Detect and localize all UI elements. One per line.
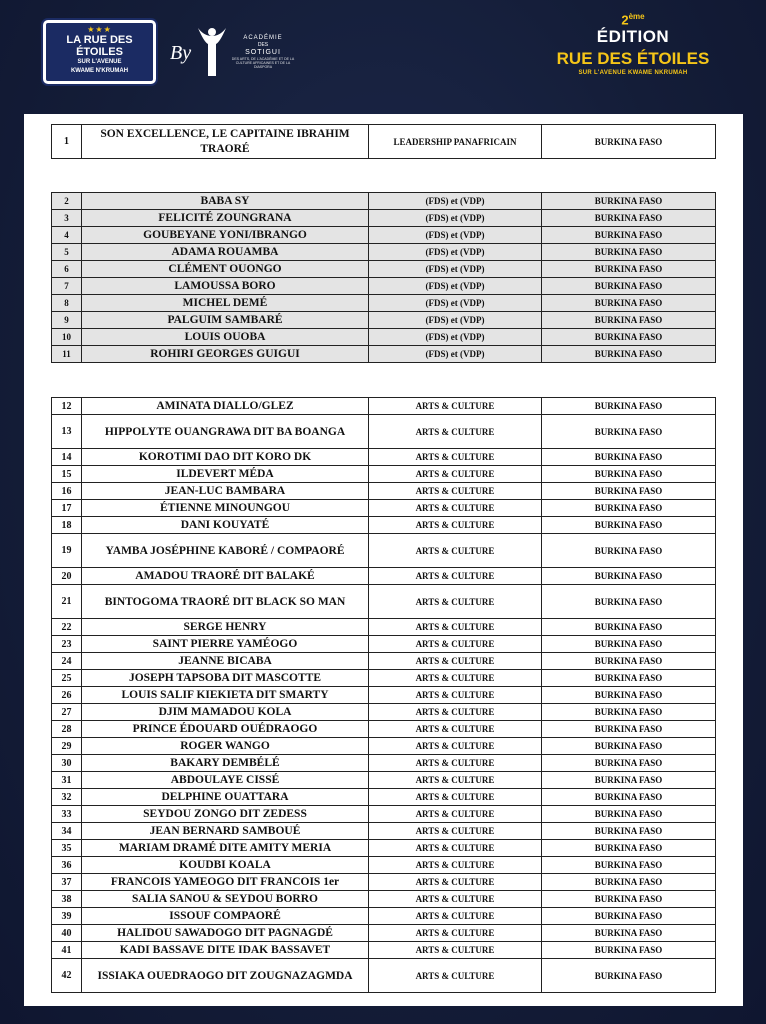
country: BURKINA FASO bbox=[542, 449, 716, 466]
table-row bbox=[52, 789, 716, 806]
country: BURKINA FASO bbox=[542, 891, 716, 908]
category: ARTS & CULTURE bbox=[369, 840, 542, 857]
table-row bbox=[52, 823, 716, 840]
laureate-name: PALGUIM SAMBARÉ bbox=[82, 312, 369, 329]
row-number: 1 bbox=[52, 125, 82, 159]
country: BURKINA FASO bbox=[542, 568, 716, 585]
table-row bbox=[52, 449, 716, 466]
table-row bbox=[52, 653, 716, 670]
sign-line-1: LA RUE DES ÉTOILES bbox=[66, 34, 133, 58]
category: ARTS & CULTURE bbox=[369, 670, 542, 687]
country: BURKINA FASO bbox=[542, 517, 716, 534]
laureate-name: HIPPOLYTE OUANGRAWA DIT BA BOANGA bbox=[82, 415, 369, 449]
country: BURKINA FASO bbox=[542, 585, 716, 619]
category: ARTS & CULTURE bbox=[369, 585, 542, 619]
category: (FDS) et (VDP) bbox=[369, 193, 542, 210]
country: BURKINA FASO bbox=[542, 261, 716, 278]
category: ARTS & CULTURE bbox=[369, 738, 542, 755]
sotigui-trophy-icon bbox=[194, 24, 230, 80]
row-number: 13 bbox=[52, 415, 82, 449]
table-row bbox=[52, 244, 716, 261]
category: ARTS & CULTURE bbox=[369, 415, 542, 449]
laureate-name: ISSOUF COMPAORÉ bbox=[82, 908, 369, 925]
country: BURKINA FASO bbox=[542, 670, 716, 687]
table-row bbox=[52, 278, 716, 295]
table-row bbox=[52, 466, 716, 483]
edition-subtitle: SUR L'AVENUE KWAME NKRUMAH bbox=[578, 70, 688, 77]
row-number: 14 bbox=[52, 449, 82, 466]
country: BURKINA FASO bbox=[542, 534, 716, 568]
row-number: 21 bbox=[52, 585, 82, 619]
row-number: 7 bbox=[52, 278, 82, 295]
category: ARTS & CULTURE bbox=[369, 568, 542, 585]
table-row bbox=[52, 500, 716, 517]
laureate-name: SEYDOU ZONGO DIT ZEDESS bbox=[82, 806, 369, 823]
country: BURKINA FASO bbox=[542, 125, 716, 159]
category: ARTS & CULTURE bbox=[369, 483, 542, 500]
row-number: 20 bbox=[52, 568, 82, 585]
row-number: 37 bbox=[52, 874, 82, 891]
laureate-name: JEAN-LUC BAMBARA bbox=[82, 483, 369, 500]
rue-des-etoiles-street-sign-logo bbox=[43, 20, 156, 84]
stars-icon: ★★★ bbox=[87, 25, 112, 34]
category: ARTS & CULTURE bbox=[369, 721, 542, 738]
table-row bbox=[52, 738, 716, 755]
category: (FDS) et (VDP) bbox=[369, 329, 542, 346]
table-row bbox=[52, 568, 716, 585]
category: ARTS & CULTURE bbox=[369, 823, 542, 840]
laureate-name: SON EXCELLENCE, LE CAPITAINE IBRAHIM TRAORÉ bbox=[82, 125, 369, 159]
laureate-name: ADAMA ROUAMBA bbox=[82, 244, 369, 261]
laureate-name: SAINT PIERRE YAMÉOGO bbox=[82, 636, 369, 653]
category: ARTS & CULTURE bbox=[369, 466, 542, 483]
laureates-list-sheet bbox=[24, 114, 743, 1006]
table-row bbox=[52, 534, 716, 568]
laureate-name: JEANNE BICABA bbox=[82, 653, 369, 670]
category: ARTS & CULTURE bbox=[369, 857, 542, 874]
edition-number-value: 2 bbox=[621, 12, 629, 28]
category: (FDS) et (VDP) bbox=[369, 227, 542, 244]
row-number: 36 bbox=[52, 857, 82, 874]
laureate-name: DJIM MAMADOU KOLA bbox=[82, 704, 369, 721]
row-number: 38 bbox=[52, 891, 82, 908]
country: BURKINA FASO bbox=[542, 636, 716, 653]
row-number: 8 bbox=[52, 295, 82, 312]
row-number: 19 bbox=[52, 534, 82, 568]
laureate-name: AMADOU TRAORÉ DIT BALAKÉ bbox=[82, 568, 369, 585]
row-number: 30 bbox=[52, 755, 82, 772]
laureate-name: BINTOGOMA TRAORÉ DIT BLACK SO MAN bbox=[82, 585, 369, 619]
page-header bbox=[0, 0, 766, 112]
academie-text bbox=[228, 34, 298, 69]
edition-label: ÉDITION bbox=[596, 27, 670, 47]
category: ARTS & CULTURE bbox=[369, 806, 542, 823]
category: (FDS) et (VDP) bbox=[369, 210, 542, 227]
category: ARTS & CULTURE bbox=[369, 959, 542, 993]
row-number: 32 bbox=[52, 789, 82, 806]
row-number: 35 bbox=[52, 840, 82, 857]
table-row bbox=[52, 874, 716, 891]
country: BURKINA FASO bbox=[542, 840, 716, 857]
laureate-name: ILDEVERT MÉDA bbox=[82, 466, 369, 483]
laureate-name: YAMBA JOSÉPHINE KABORÉ / COMPAORÉ bbox=[82, 534, 369, 568]
country: BURKINA FASO bbox=[542, 295, 716, 312]
category: (FDS) et (VDP) bbox=[369, 244, 542, 261]
row-number: 18 bbox=[52, 517, 82, 534]
table-row bbox=[52, 312, 716, 329]
country: BURKINA FASO bbox=[542, 857, 716, 874]
country: BURKINA FASO bbox=[542, 874, 716, 891]
laureate-name: DANI KOUYATÉ bbox=[82, 517, 369, 534]
category: ARTS & CULTURE bbox=[369, 789, 542, 806]
laureate-name: GOUBEYANE YONI/IBRANGO bbox=[82, 227, 369, 244]
country: BURKINA FASO bbox=[542, 925, 716, 942]
category: ARTS & CULTURE bbox=[369, 704, 542, 721]
country: BURKINA FASO bbox=[542, 823, 716, 840]
category: (FDS) et (VDP) bbox=[369, 278, 542, 295]
table-row bbox=[52, 193, 716, 210]
sign-line-2: SUR L'AVENUE bbox=[77, 59, 122, 65]
row-number: 31 bbox=[52, 772, 82, 789]
country: BURKINA FASO bbox=[542, 721, 716, 738]
row-number: 5 bbox=[52, 244, 82, 261]
table-row bbox=[52, 704, 716, 721]
category: ARTS & CULTURE bbox=[369, 687, 542, 704]
laureate-name: LOUIS SALIF KIEKIETA DIT SMARTY bbox=[82, 687, 369, 704]
category: (FDS) et (VDP) bbox=[369, 346, 542, 363]
table-row bbox=[52, 329, 716, 346]
table-row bbox=[52, 398, 716, 415]
laureate-name: DELPHINE OUATTARA bbox=[82, 789, 369, 806]
laureate-name: BAKARY DEMBÉLÉ bbox=[82, 755, 369, 772]
row-number: 24 bbox=[52, 653, 82, 670]
country: BURKINA FASO bbox=[542, 193, 716, 210]
row-number: 28 bbox=[52, 721, 82, 738]
laureate-name: MICHEL DEMÉ bbox=[82, 295, 369, 312]
laureate-name: MARIAM DRAMÉ DITE AMITY MERIA bbox=[82, 840, 369, 857]
country: BURKINA FASO bbox=[542, 806, 716, 823]
table-row bbox=[52, 891, 716, 908]
row-number: 34 bbox=[52, 823, 82, 840]
laureate-name: ROHIRI GEORGES GUIGUI bbox=[82, 346, 369, 363]
category: ARTS & CULTURE bbox=[369, 772, 542, 789]
country: BURKINA FASO bbox=[542, 278, 716, 295]
row-number: 26 bbox=[52, 687, 82, 704]
table-row bbox=[52, 125, 716, 159]
table-row bbox=[52, 721, 716, 738]
laureate-name: SALIA SANOU & SEYDOU BORRO bbox=[82, 891, 369, 908]
table-row bbox=[52, 517, 716, 534]
category: ARTS & CULTURE bbox=[369, 534, 542, 568]
laureate-name: AMINATA DIALLO/GLEZ bbox=[82, 398, 369, 415]
laureate-name: LAMOUSSA BORO bbox=[82, 278, 369, 295]
table-row bbox=[52, 483, 716, 500]
table-row bbox=[52, 959, 716, 993]
country: BURKINA FASO bbox=[542, 329, 716, 346]
row-number: 16 bbox=[52, 483, 82, 500]
row-number: 29 bbox=[52, 738, 82, 755]
table-row bbox=[52, 942, 716, 959]
country: BURKINA FASO bbox=[542, 772, 716, 789]
country: BURKINA FASO bbox=[542, 755, 716, 772]
row-number: 6 bbox=[52, 261, 82, 278]
table-row bbox=[52, 755, 716, 772]
table-row bbox=[52, 346, 716, 363]
laureate-name: ÉTIENNE MINOUNGOU bbox=[82, 500, 369, 517]
country: BURKINA FASO bbox=[542, 942, 716, 959]
table-row bbox=[52, 925, 716, 942]
row-number: 9 bbox=[52, 312, 82, 329]
table-row bbox=[52, 908, 716, 925]
category: (FDS) et (VDP) bbox=[369, 312, 542, 329]
edition-number-sup: ème bbox=[628, 12, 645, 21]
table-row bbox=[52, 585, 716, 619]
academie-des-sotigui-logo bbox=[170, 22, 330, 82]
academie-line-1: ACADÉMIE bbox=[243, 35, 283, 41]
country: BURKINA FASO bbox=[542, 619, 716, 636]
row-number: 2 bbox=[52, 193, 82, 210]
country: BURKINA FASO bbox=[542, 687, 716, 704]
table-row bbox=[52, 670, 716, 687]
laureate-name: HALIDOU SAWADOGO DIT PAGNAGDÉ bbox=[82, 925, 369, 942]
table-row bbox=[52, 772, 716, 789]
country: BURKINA FASO bbox=[542, 346, 716, 363]
table-row bbox=[52, 295, 716, 312]
country: BURKINA FASO bbox=[542, 398, 716, 415]
category: ARTS & CULTURE bbox=[369, 449, 542, 466]
laureate-name: SERGE HENRY bbox=[82, 619, 369, 636]
laureate-name: PRINCE ÉDOUARD OUÉDRAOGO bbox=[82, 721, 369, 738]
category: ARTS & CULTURE bbox=[369, 517, 542, 534]
sign-line-3: KWAME N'KRUMAH bbox=[70, 68, 129, 74]
academie-line-2: DES bbox=[257, 42, 269, 48]
laureate-name: FRANCOIS YAMEOGO DIT FRANCOIS 1er bbox=[82, 874, 369, 891]
country: BURKINA FASO bbox=[542, 653, 716, 670]
category: ARTS & CULTURE bbox=[369, 500, 542, 517]
category: ARTS & CULTURE bbox=[369, 891, 542, 908]
row-number: 10 bbox=[52, 329, 82, 346]
category: (FDS) et (VDP) bbox=[369, 295, 542, 312]
laureate-name: BABA SY bbox=[82, 193, 369, 210]
row-number: 15 bbox=[52, 466, 82, 483]
laureate-name: KADI BASSAVE DITE IDAK BASSAVET bbox=[82, 942, 369, 959]
category: ARTS & CULTURE bbox=[369, 942, 542, 959]
row-number: 25 bbox=[52, 670, 82, 687]
edition-logo bbox=[538, 10, 728, 78]
row-number: 23 bbox=[52, 636, 82, 653]
category: ARTS & CULTURE bbox=[369, 653, 542, 670]
laureate-name: KOROTIMI DAO DIT KORO DK bbox=[82, 449, 369, 466]
table-row bbox=[52, 806, 716, 823]
row-number: 11 bbox=[52, 346, 82, 363]
laureate-name: ABDOULAYE CISSÉ bbox=[82, 772, 369, 789]
laureate-name: ROGER WANGO bbox=[82, 738, 369, 755]
academie-line-3: SOTIGUI bbox=[245, 49, 281, 56]
laureate-name: JOSEPH TAPSOBA DIT MASCOTTE bbox=[82, 670, 369, 687]
table-row bbox=[52, 636, 716, 653]
country: BURKINA FASO bbox=[542, 244, 716, 261]
category: LEADERSHIP PANAFRICAIN bbox=[369, 125, 542, 159]
category: (FDS) et (VDP) bbox=[369, 261, 542, 278]
laureate-name: ISSIAKA OUEDRAOGO DIT ZOUGNAZAGMDA bbox=[82, 959, 369, 993]
edition-number bbox=[538, 10, 728, 27]
table-row bbox=[52, 857, 716, 874]
laureate-name: CLÉMENT OUONGO bbox=[82, 261, 369, 278]
category: ARTS & CULTURE bbox=[369, 908, 542, 925]
country: BURKINA FASO bbox=[542, 227, 716, 244]
laureate-name: JEAN BERNARD SAMBOUÉ bbox=[82, 823, 369, 840]
row-number: 33 bbox=[52, 806, 82, 823]
country: BURKINA FASO bbox=[542, 500, 716, 517]
table-row bbox=[52, 210, 716, 227]
edition-title: RUE DES ÉTOILES bbox=[556, 49, 710, 69]
row-number: 3 bbox=[52, 210, 82, 227]
row-number: 39 bbox=[52, 908, 82, 925]
category: ARTS & CULTURE bbox=[369, 755, 542, 772]
by-label: By bbox=[170, 42, 192, 64]
laureate-name: LOUIS OUOBA bbox=[82, 329, 369, 346]
row-number: 22 bbox=[52, 619, 82, 636]
category: ARTS & CULTURE bbox=[369, 619, 542, 636]
row-number: 42 bbox=[52, 959, 82, 993]
table-row bbox=[52, 687, 716, 704]
country: BURKINA FASO bbox=[542, 466, 716, 483]
category: ARTS & CULTURE bbox=[369, 874, 542, 891]
country: BURKINA FASO bbox=[542, 415, 716, 449]
row-number: 4 bbox=[52, 227, 82, 244]
laureates-table-arts-culture bbox=[51, 397, 716, 993]
country: BURKINA FASO bbox=[542, 210, 716, 227]
table-row bbox=[52, 619, 716, 636]
row-number: 41 bbox=[52, 942, 82, 959]
row-number: 17 bbox=[52, 500, 82, 517]
country: BURKINA FASO bbox=[542, 704, 716, 721]
table-row bbox=[52, 227, 716, 244]
country: BURKINA FASO bbox=[542, 959, 716, 993]
laureate-name: FELICITÉ ZOUNGRANA bbox=[82, 210, 369, 227]
country: BURKINA FASO bbox=[542, 738, 716, 755]
laureates-table-fds-vdp bbox=[51, 192, 716, 363]
category: ARTS & CULTURE bbox=[369, 925, 542, 942]
table-row bbox=[52, 261, 716, 278]
academie-line-4: DES ARTS, DE L'ACADÉMIE ET DE LA CULTURE AFRICAINES ET DE LA DIASPORA bbox=[231, 57, 295, 69]
country: BURKINA FASO bbox=[542, 789, 716, 806]
country: BURKINA FASO bbox=[542, 312, 716, 329]
table-row bbox=[52, 840, 716, 857]
table-row bbox=[52, 415, 716, 449]
row-number: 40 bbox=[52, 925, 82, 942]
country: BURKINA FASO bbox=[542, 483, 716, 500]
category: ARTS & CULTURE bbox=[369, 636, 542, 653]
country: BURKINA FASO bbox=[542, 908, 716, 925]
laureate-name: KOUDBI KOALA bbox=[82, 857, 369, 874]
category: ARTS & CULTURE bbox=[369, 398, 542, 415]
row-number: 27 bbox=[52, 704, 82, 721]
laureates-table-leadership bbox=[51, 124, 716, 159]
row-number: 12 bbox=[52, 398, 82, 415]
